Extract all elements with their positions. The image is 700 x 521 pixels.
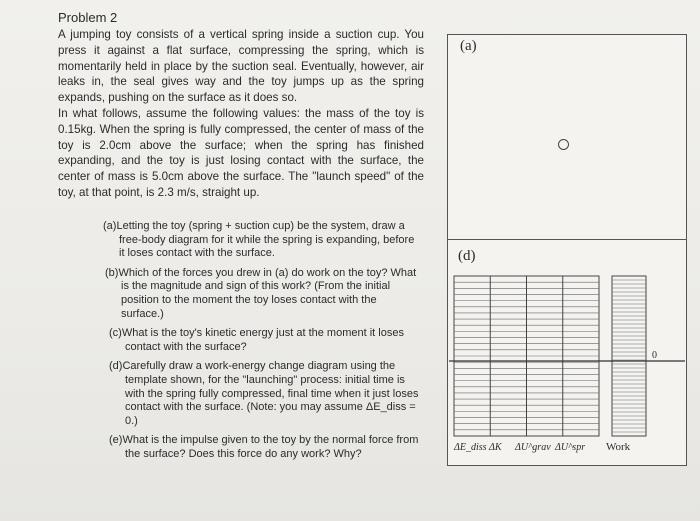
part-c-text: What is the toy's kinetic energy just at the moment it loses contact with the surface? (121, 327, 404, 353)
work-energy-template (447, 240, 687, 466)
bar-label-dE-diss: ΔE_diss (454, 442, 487, 453)
work-bar-grid (612, 276, 646, 436)
problem-title: Problem 2 (58, 10, 118, 25)
intro-paragraph-1: A jumping toy consists of a vertical spring inside a suction cup. You press it against a flat surface, compressing the spring, which is momentarily held in place by the suction seal. Eventually, however, air leaks in, the seal gives way and the toy jumps up as the spring expands, pushing on the surface as it does so. (58, 28, 424, 105)
question-parts (103, 220, 421, 468)
zero-label: 0 (652, 350, 657, 361)
part-b-text: Which of the forces you drew in (a) do work on the toy? What is the magnitude and sign of this work? (From the initial position to the moment the toy loses contact with the surface.) (118, 266, 417, 320)
part-d (109, 360, 421, 428)
toy-dot-marker (558, 139, 569, 150)
part-d-text: Carefully draw a work-energy change diagram using the template shown, for the "launching" process: initial time is with the spring fully compressed, final time when it just loses contact with the surface. (Note: you may assume ΔE_diss = 0.) (122, 360, 419, 427)
panel-d-label: (d) (458, 248, 476, 264)
part-a (103, 220, 421, 261)
part-c-label: (c) (109, 327, 122, 340)
part-a-label: (a) (103, 220, 117, 232)
part-a-text: Letting the toy (spring + suction cup) be the system, draw a free-body diagram for it while the spring is expanding, before it loses contact with the surface. (116, 220, 415, 260)
part-c (109, 327, 421, 354)
bar-label-dK: ΔK (489, 442, 502, 453)
part-b-label: (b) (105, 266, 119, 279)
intro-paragraph-2: In what follows, assume the following values: the mass of the toy is 0.15kg. When the spring is fully compressed, the center of mass of the toy is 2.0cm above the surface; when the spring has finished expanding, and the toy is just losing contact with the surface, the center of mass is 5.0cm above the surface. The "launch speed" of the toy, at that point, is 2.3 m/s, straight up. (58, 106, 424, 199)
work-label: Work (606, 441, 631, 453)
part-b (105, 267, 421, 321)
bar-label-dU-spr: ΔU^spr (555, 442, 586, 453)
panel-a-label: (a) (460, 38, 477, 54)
part-e-label: (e) (109, 434, 123, 447)
part-e (109, 434, 421, 461)
energy-bar-grid (454, 276, 599, 436)
part-d-label: (d) (109, 360, 123, 373)
bar-label-dU-grav: ΔU^grav (515, 442, 551, 453)
part-e-text: What is the impulse given to the toy by the normal force from the surface? Does this force do any work? Why? (122, 434, 419, 460)
problem-intro (58, 27, 424, 201)
